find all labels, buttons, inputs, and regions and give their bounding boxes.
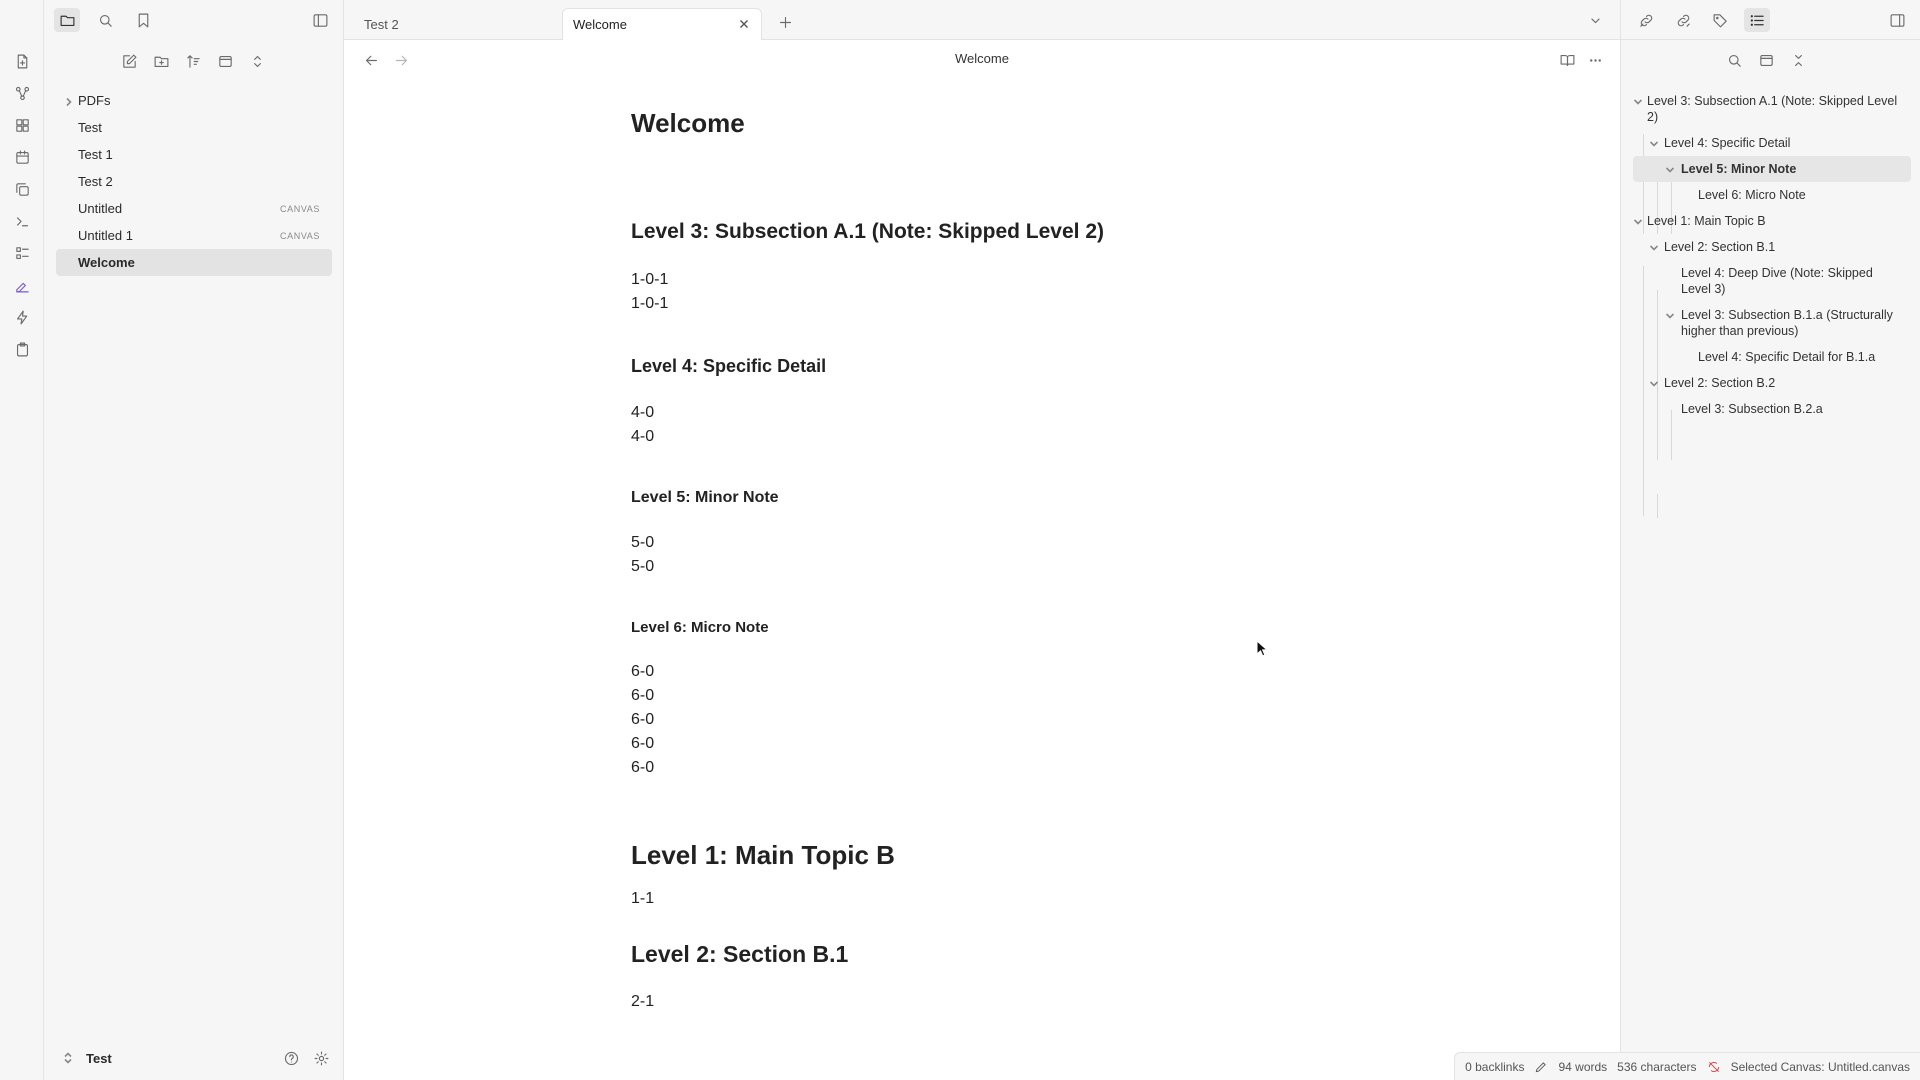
- text-line: 6-0: [631, 735, 655, 752]
- files-folder-icon[interactable]: [54, 8, 80, 32]
- text-line: 6-0: [631, 711, 655, 728]
- text-line: 1-0-1: [631, 295, 669, 312]
- sync-error-icon[interactable]: [1707, 1060, 1721, 1074]
- left-sidebar: [44, 0, 344, 1080]
- outline-tree: [1633, 88, 1911, 422]
- search-icon[interactable]: [92, 8, 118, 32]
- file-type-badge: CANVAS: [280, 230, 320, 241]
- view-header: [344, 40, 1620, 78]
- tags-icon[interactable]: [1707, 8, 1733, 32]
- character-count[interactable]: 536 characters: [1617, 1059, 1697, 1074]
- tree-item-test[interactable]: [56, 114, 332, 141]
- chevron-down-icon: [1665, 309, 1675, 319]
- outline-search-icon[interactable]: [1721, 48, 1747, 72]
- selected-canvas-status[interactable]: Selected Canvas: Untitled.canvas: [1730, 1059, 1910, 1074]
- copy-icon[interactable]: [11, 178, 33, 200]
- outline-item[interactable]: [1633, 234, 1911, 260]
- heading-level-5: Level 5: Minor Note: [631, 489, 779, 506]
- sort-icon[interactable]: [180, 49, 206, 73]
- text-line: 4-0: [631, 428, 655, 445]
- heading-level-6: Level 6: Micro Note: [631, 619, 769, 636]
- chevron-down-icon[interactable]: [1582, 8, 1608, 32]
- chevron-down-icon: [1649, 241, 1659, 251]
- tree-item-untitled[interactable]: [56, 195, 332, 222]
- note-content[interactable]: [631, 108, 1331, 1014]
- outline-item[interactable]: [1633, 302, 1911, 344]
- more-options-icon[interactable]: [1582, 48, 1608, 72]
- graph-view-icon[interactable]: [11, 82, 33, 104]
- outline-label: Level 3: Subsection B.1.a (Structurally higher than previous): [1681, 308, 1893, 338]
- outline-label: Level 4: Specific Detail: [1664, 136, 1791, 150]
- settings-gear-icon[interactable]: [308, 1046, 334, 1070]
- tree-item-label: Test 1: [78, 147, 113, 162]
- auto-reveal-icon[interactable]: [212, 49, 238, 73]
- new-folder-icon[interactable]: [148, 49, 174, 73]
- vault-name: Test: [86, 1050, 112, 1066]
- chevron-down-icon: [1633, 95, 1643, 105]
- tree-item-pdfs[interactable]: [56, 87, 332, 114]
- tab-bar: [344, 0, 1620, 40]
- tab-welcome[interactable]: [562, 8, 762, 40]
- reading-view-book-icon[interactable]: [1554, 48, 1580, 72]
- right-sidebar-header: [1620, 0, 1920, 40]
- calendar-icon[interactable]: [11, 146, 33, 168]
- lightning-icon[interactable]: [11, 306, 33, 328]
- canvas-grid-icon[interactable]: [11, 114, 33, 136]
- outline-pane: [1620, 40, 1920, 1080]
- tree-item-label: Test 2: [78, 174, 113, 189]
- tree-item-test-2[interactable]: [56, 168, 332, 195]
- expand-collapse-icon[interactable]: [244, 49, 270, 73]
- outline-label: Level 1: Main Topic B: [1647, 214, 1766, 228]
- view-title[interactable]: Welcome: [955, 51, 1009, 66]
- tab-label: Test 2: [364, 16, 399, 32]
- text-line: 1-1: [631, 890, 655, 907]
- clipboard-icon[interactable]: [11, 338, 33, 360]
- outline-item-active[interactable]: [1633, 156, 1911, 182]
- chevron-down-icon: [1633, 215, 1643, 225]
- outline-item[interactable]: [1633, 130, 1911, 156]
- terminal-icon[interactable]: [11, 210, 33, 232]
- tab-label: Welcome: [573, 17, 627, 32]
- outline-label: Level 4: Deep Dive (Note: Skipped Level 3): [1681, 266, 1873, 296]
- text-line: 6-0: [631, 687, 655, 704]
- ribbon: [0, 0, 44, 1080]
- backlinks-count[interactable]: 0 backlinks: [1465, 1059, 1525, 1074]
- chevron-down-icon: [1649, 137, 1659, 147]
- help-icon[interactable]: [278, 1046, 304, 1070]
- chevron-right-icon: [64, 95, 74, 105]
- text-line: 6-0: [631, 663, 655, 680]
- text-line: 1-0-1: [631, 271, 669, 288]
- chevron-down-icon: [1649, 377, 1659, 387]
- tree-item-welcome[interactable]: [56, 249, 332, 276]
- outline-collapse-icon[interactable]: [1753, 48, 1779, 72]
- text-line: 4-0: [631, 404, 655, 421]
- close-icon[interactable]: [737, 17, 753, 33]
- file-plus-icon[interactable]: [11, 50, 33, 72]
- vault-switcher[interactable]: [44, 1036, 344, 1080]
- outline-label: Level 6: Micro Note: [1698, 188, 1806, 202]
- tab-test-2[interactable]: [354, 8, 554, 40]
- tree-item-label: Welcome: [78, 255, 135, 270]
- checklist-icon[interactable]: [11, 242, 33, 264]
- backlinks-icon[interactable]: [1633, 8, 1659, 32]
- new-note-icon[interactable]: [116, 49, 142, 73]
- heading-level-4: Level 4: Specific Detail: [631, 356, 827, 376]
- file-type-badge: CANVAS: [280, 203, 320, 214]
- mouse-pointer-icon: [1256, 640, 1268, 658]
- outline-item[interactable]: [1633, 208, 1911, 234]
- chevron-down-icon: [1665, 163, 1675, 173]
- tree-item-label: Untitled: [78, 201, 123, 216]
- right-sidebar-toggle-icon[interactable]: [1884, 8, 1910, 32]
- tree-item-untitled-1[interactable]: [56, 222, 332, 249]
- outgoing-links-icon[interactable]: [1670, 8, 1696, 32]
- outline-list-icon[interactable]: [1744, 8, 1770, 32]
- heading-level-1: Level 1: Main Topic B: [631, 840, 895, 870]
- outline-label: Level 5: Minor Note: [1681, 162, 1797, 176]
- outline-label: Level 3: Subsection A.1 (Note: Skipped Level 2): [1647, 94, 1898, 124]
- heading-level-2: Level 2: Section B.1: [631, 941, 849, 967]
- editor-pane: [344, 40, 1620, 1080]
- outline-item[interactable]: [1633, 88, 1911, 130]
- outline-item[interactable]: [1633, 396, 1911, 422]
- draw-pen-icon[interactable]: [11, 274, 33, 296]
- word-count[interactable]: 94 words: [1558, 1059, 1608, 1074]
- tree-item-test-1[interactable]: [56, 141, 332, 168]
- bookmark-icon[interactable]: [130, 8, 156, 32]
- text-line: 6-0: [631, 759, 655, 776]
- outline-item[interactable]: [1633, 182, 1911, 208]
- chevron-updown-icon: [62, 1052, 74, 1064]
- sidebar-toggle-icon[interactable]: [307, 8, 333, 32]
- outline-item[interactable]: [1633, 344, 1911, 370]
- tree-item-label: PDFs: [78, 93, 111, 108]
- text-line: 2-1: [631, 993, 655, 1010]
- status-bar: [1454, 1052, 1920, 1080]
- outline-fold-icon[interactable]: [1785, 48, 1811, 72]
- text-line: 5-0: [631, 558, 655, 575]
- file-tree: [56, 87, 332, 276]
- note-title[interactable]: Welcome: [631, 108, 745, 138]
- text-line: 5-0: [631, 534, 655, 551]
- edit-mode-pencil-icon[interactable]: [1534, 1060, 1548, 1074]
- outline-label: Level 4: Specific Detail for B.1.a: [1698, 350, 1876, 364]
- tree-item-label: Untitled 1: [78, 228, 133, 243]
- outline-label: Level 2: Section B.2: [1664, 376, 1776, 390]
- outline-item[interactable]: [1633, 260, 1911, 302]
- outline-label: Level 2: Section B.1: [1664, 240, 1776, 254]
- tree-item-label: Test: [78, 120, 102, 135]
- outline-item[interactable]: [1633, 370, 1911, 396]
- new-tab-plus-icon[interactable]: [772, 10, 798, 34]
- outline-label: Level 3: Subsection B.2.a: [1681, 402, 1823, 416]
- heading-level-3: Level 3: Subsection A.1 (Note: Skipped Level 2): [631, 220, 1105, 243]
